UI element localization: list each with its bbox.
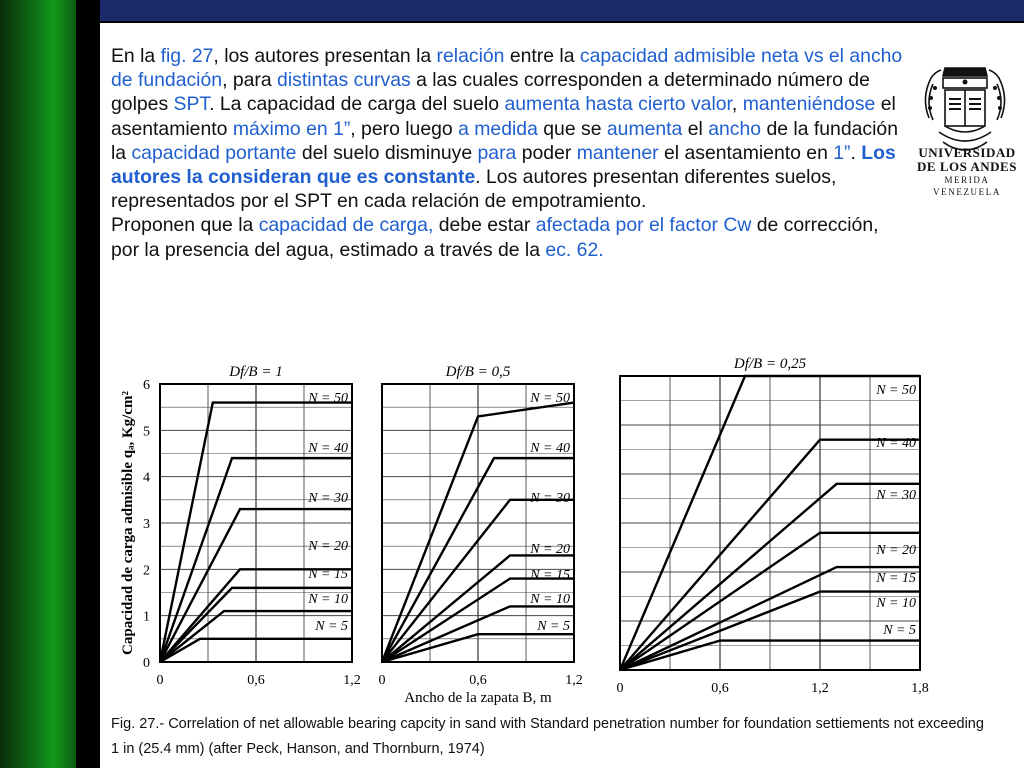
bearing-capacity-charts [100, 350, 930, 710]
text-segment: capacidad de carga, [258, 214, 434, 237]
chart-title: Df/B = 0,5 [445, 364, 511, 380]
series-label: N = 5 [315, 619, 348, 634]
text-segment: a las cuales corresponden a determinado número de golpes [111, 69, 870, 116]
x-tick-label: 0,6 [469, 673, 487, 688]
text-segment: manteniéndose [742, 93, 876, 116]
x-tick-label: 1,2 [565, 673, 583, 688]
logo-line-3: MERIDA VENEZUELA [933, 175, 1001, 197]
series-label: N = 50 [530, 391, 570, 406]
x-tick-label: 0 [616, 681, 624, 696]
text-segment: distintas curvas [277, 69, 411, 92]
text-segment: . Los autores presentan diferentes suelos, representados por el SPT en cada relación de empotramiento. [111, 166, 837, 213]
x-tick-label: 0,6 [711, 681, 729, 696]
text-segment: En la [111, 45, 161, 67]
text-segment: del suelo disminuye [296, 141, 478, 164]
text-segment: de corrección, por la presencia del agua, estimado a través de la [111, 214, 879, 261]
y-tick-label: 1 [143, 609, 150, 625]
text-segment: relación [436, 45, 505, 67]
series-label: N = 15 [530, 568, 570, 583]
text-segment: Los autores la consideran que es constante [111, 141, 896, 189]
text-segment: afectada por el factor Cw [535, 214, 752, 237]
text-segment: capacidad admisible neta vs el ancho de fundación [111, 45, 903, 92]
figure-caption: Fig. 27.- Correlation of net allowable bearing capcity in sand with Standard penetration number for foundation settiements not exceeding 1 in (25.4 mm) (after Peck, Hanson, and Thornburn, 1974) [111, 716, 984, 757]
text-segment: de la fundación la [111, 117, 898, 164]
y-tick-label: 5 [143, 424, 150, 440]
text-segment: ec. 62. [545, 238, 604, 261]
y-tick-label: 6 [143, 378, 150, 393]
text-segment: Proponen que la [111, 214, 259, 237]
text-segment: el asentamiento en [658, 141, 834, 164]
text-segment: poder [516, 141, 577, 164]
text-segment: máximo en 1” [232, 117, 351, 140]
text-segment: SPT [173, 93, 210, 116]
series-label: N = 30 [308, 491, 348, 506]
text-segment: , los autores presentan la [213, 45, 437, 67]
y-axis-label: Capacidad de carga admisible qₐ, Kg/cm² [120, 391, 136, 655]
series-label: N = 10 [308, 592, 348, 607]
text-segment: , para [222, 69, 278, 92]
y-tick-label: 4 [143, 470, 150, 486]
series-label: N = 40 [530, 441, 570, 456]
text-segment: , [731, 93, 743, 116]
y-tick-label: 3 [143, 517, 150, 532]
series-label: N = 20 [308, 539, 348, 554]
series-label: N = 5 [883, 623, 916, 638]
y-tick-label: 0 [143, 656, 150, 671]
text-segment: 1” [833, 141, 851, 164]
text-segment: que se [537, 117, 607, 140]
text-segment: capacidad portante [131, 141, 297, 164]
series-label: N = 50 [876, 383, 916, 398]
y-tick-label: 2 [143, 563, 150, 579]
chart-title: Df/B = 1 [229, 364, 283, 380]
text-segment: , pero luego [350, 117, 459, 140]
text-segment: el [682, 117, 709, 140]
series-label: N = 50 [308, 391, 348, 406]
series-label: N = 30 [530, 491, 570, 506]
text-segment: ancho [708, 117, 762, 140]
text-segment: fig. 27 [160, 45, 214, 67]
x-tick-label: 0,6 [247, 673, 265, 688]
slide-body [111, 44, 907, 262]
x-tick-label: 1,2 [343, 673, 361, 688]
series-label: N = 20 [876, 543, 916, 558]
logo-line-2: DE LOS ANDES [917, 159, 1017, 174]
x-tick-label: 1,8 [911, 681, 929, 696]
series-label: N = 30 [876, 488, 916, 503]
text-segment: mantener [576, 141, 659, 164]
text-segment: para [477, 141, 517, 164]
text-segment: el asentamiento [111, 93, 896, 140]
text-segment: a medida [458, 117, 538, 140]
top-band [100, 0, 1024, 23]
x-tick-label: 1,2 [811, 681, 829, 696]
text-segment: debe estar [433, 214, 536, 237]
chart-title: Df/B = 0,25 [733, 356, 807, 372]
text-segment: entre la [504, 45, 580, 67]
series-label: N = 40 [308, 441, 348, 456]
series-label: N = 10 [530, 592, 570, 607]
series-label: N = 10 [876, 596, 916, 611]
left-black-bar [76, 0, 100, 768]
series-label: N = 20 [530, 542, 570, 557]
logo-line-1: UNIVERSIDAD [918, 145, 1016, 160]
series-label: N = 40 [876, 436, 916, 451]
text-segment: aumenta hasta cierto valor [504, 93, 732, 116]
left-green-bar [0, 0, 76, 768]
text-segment: aumenta [606, 117, 683, 140]
text-segment: . [850, 141, 862, 164]
paragraph-1 [111, 44, 907, 213]
logo-wordmark [915, 146, 1019, 198]
series-label: N = 15 [876, 571, 916, 586]
x-axis-label: Ancho de la zapata B, m [404, 690, 552, 706]
series-label: N = 5 [537, 619, 570, 634]
text-segment: . La capacidad de carga del suelo [209, 93, 505, 116]
series-label: N = 15 [308, 567, 348, 582]
x-tick-label: 0 [378, 673, 386, 688]
x-tick-label: 0 [156, 673, 164, 688]
paragraph-2 [111, 213, 907, 261]
